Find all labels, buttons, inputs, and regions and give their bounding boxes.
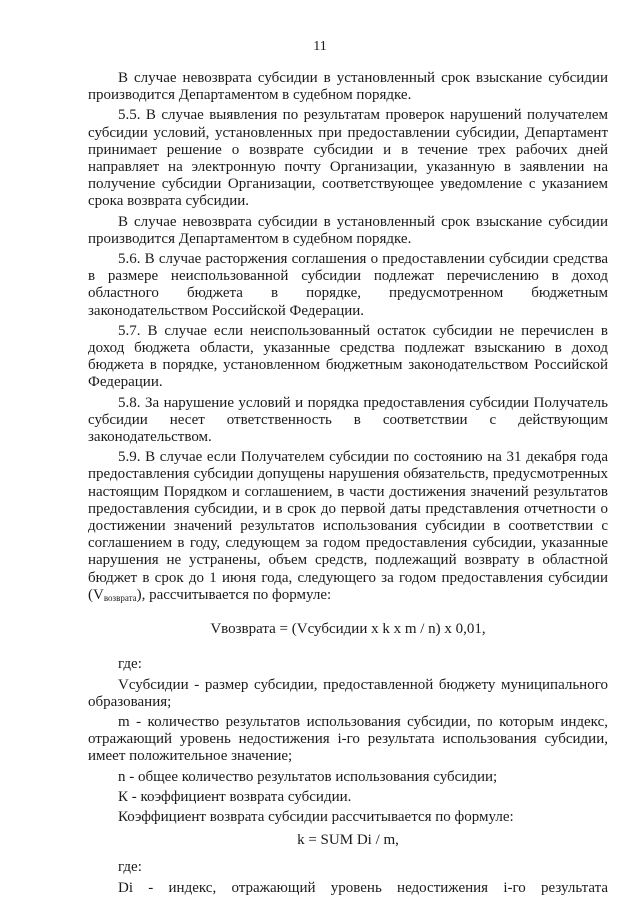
definition-v-subsidy: Vсубсидии - размер субсидии, предоставленной бюджету муниципального образования;	[88, 676, 608, 710]
paragraph-5-6: 5.6. В случае расторжения соглашения о предоставлении субсидии средства в размере неиспользованной субсидии подлежат перечислению в доход областного бюджета в порядке, предусмотренном бюджетным законодательством Российской Федерации.	[88, 251, 608, 319]
paragraph-5-9-text: 5.9. В случае если Получателем субсидии по состоянию на 31 декабря года предоставления субсидии допущены нарушения обязательств, предусмотренных настоящим Порядком и соглашением, в части достижения значений результатов предоставления субсидии, и в срок до первой даты представления отчетности о достижении значений результатов использования субсидии в соответствии с соглашением в году, следующем за годом предоставления субсидии, указанные нарушения не устранены, объем средств, подлежащий возврату в областной бюджет в срок до 1 июня года, следующего за годом предоставления субсидии (V	[88, 449, 608, 603]
definition-di: Di - индекс, отражающий уровень недостижения i-го результата	[118, 879, 608, 896]
where-label-2: где:	[118, 859, 142, 876]
paragraph-5-8: 5.8. За нарушение условий и порядка предоставления субсидии Получатель субсидии несет ответственность в соответствии с действующим законодательством.	[88, 394, 608, 446]
paragraph-5-7: 5.7. В случае если неиспользованный остаток субсидии не перечислен в доход бюджета области, указанные средства подлежат взысканию в доход бюджета в порядке, установленном бюджетным законодательством Российской Федерации.	[88, 322, 608, 391]
paragraph-5-9	[88, 449, 608, 605]
where-label-1: где:	[118, 656, 142, 673]
paragraph-5-9-subscript: возврата	[103, 592, 137, 603]
formula-refund-volume: Vвозврата = (Vсубсидии x k x m / n) x 0,01,	[210, 621, 486, 638]
paragraph-refund-court-1: В случае невозврата субсидии в установленный срок взыскание субсидии производится Департаментом в судебном порядке.	[88, 70, 608, 104]
formula-coefficient: k = SUM Di / m,	[297, 832, 399, 849]
paragraph-refund-court-2: В случае невозврата субсидии в установленный срок взыскание субсидии производится Департаментом в судебном порядке.	[88, 213, 608, 247]
definition-n: n - общее количество результатов использования субсидии;	[118, 768, 498, 785]
page-number: 11	[313, 39, 327, 54]
document-body	[88, 70, 608, 900]
paragraph-5-5: 5.5. В случае выявления по результатам проверок нарушений получателем субсидии условий, установленных при предоставлении субсидии, Департамент принимает решение о возврате субсидии и в течение трех рабочих дней направляет на электронную почту Организации, указанную в заявлении на получение субсидии Организации, соответствующее уведомление с указанием срока возврата субсидии.	[88, 107, 608, 210]
coefficient-intro: Коэффициент возврата субсидии рассчитывается по формуле:	[118, 808, 514, 825]
paragraph-5-9-tail: ), рассчитывается по формуле:	[136, 586, 332, 603]
definition-k: К - коэффициент возврата субсидии.	[118, 788, 352, 805]
definition-m: m - количество результатов использования субсидии, по которым индекс, отражающий уровень недостижения i-го результата использования субсидии, имеет положительное значение;	[88, 713, 608, 765]
